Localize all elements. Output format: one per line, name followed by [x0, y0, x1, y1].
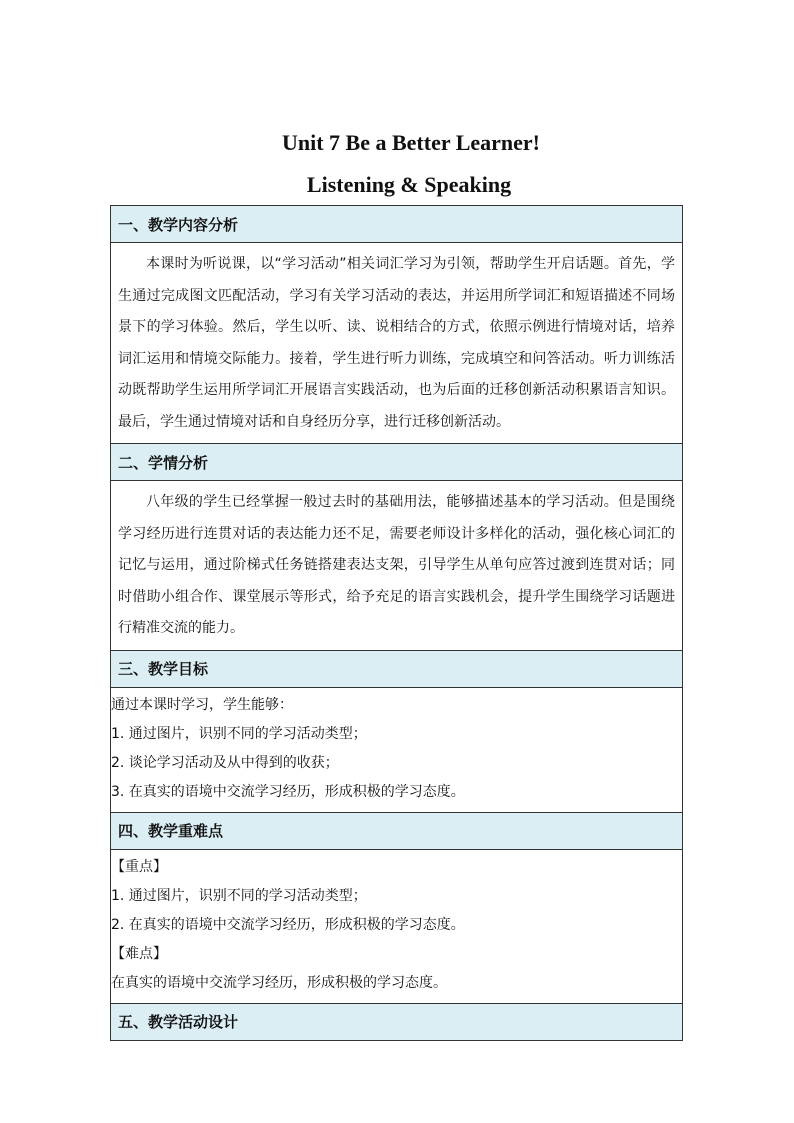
objective-item: 1. 通过图片，识别不同的学习活动类型； — [111, 725, 367, 742]
section-4-header-row — [111, 812, 683, 849]
section-heading-student-analysis: 二、学情分析 — [111, 444, 683, 481]
objective-item: 2. 谈论学习活动及从中得到的收获； — [111, 754, 339, 771]
section-heading-activity-design: 五、教学活动设计 — [111, 1003, 683, 1040]
section-1-body-row — [111, 243, 683, 444]
section-3-header-row — [111, 650, 683, 687]
section-heading-key-points: 四、教学重难点 — [111, 812, 683, 849]
content-analysis-paragraph: 本课时为听说课，以“学习活动”相关词汇学习为引领，帮助学生开启话题。首先，学生通过完成图文匹配活动，学习有关学习活动的表达，并运用所学词汇和短语描述不同场景下的学习体验。然后，学生以听、读、说相结合的方式，依照示例进行情境对话，培养词汇运用和情境交际能力。接着，学生进行听力训练，完成填空和问答活动。听力训练活动既帮助学生运用所学词汇开展语言实践活动，也为后面的迁移创新活动积累语言知识。最后，学生通过情境对话和自身经历分享，进行迁移创新活动。 — [118, 256, 675, 430]
document-subtitle: Listening & Speaking — [306, 172, 512, 197]
section-4-body-row — [111, 849, 683, 1003]
section-2-body-row — [111, 481, 683, 651]
section-heading-objectives: 三、教学目标 — [111, 650, 683, 687]
section-heading-content-analysis: 一、教学内容分析 — [111, 206, 683, 243]
key-points-label: 【重点】 — [111, 858, 167, 875]
difficulties-label: 【难点】 — [111, 945, 167, 962]
key-point-item: 1. 通过图片，识别不同的学习活动类型； — [111, 887, 367, 904]
objective-item: 3. 在真实的语境中交流学习经历，形成积极的学习态度。 — [111, 783, 465, 800]
section-3-body-row — [111, 687, 683, 812]
section-1-header-row — [111, 206, 683, 243]
difficulty-item: 在真实的语境中交流学习经历，形成积极的学习态度。 — [111, 974, 447, 991]
lesson-plan-table — [110, 205, 683, 1041]
key-point-item: 2. 在真实的语境中交流学习经历，形成积极的学习态度。 — [111, 916, 465, 933]
section-5-header-row — [111, 1003, 683, 1040]
objectives-intro: 通过本课时学习，学生能够： — [111, 696, 293, 713]
document-title: Unit 7 Be a Better Learner! — [281, 130, 541, 155]
section-2-header-row — [111, 444, 683, 481]
student-analysis-paragraph: 八年级的学生已经掌握一般过去时的基础用法，能够描述基本的学习活动。但是围绕学习经历进行连贯对话的表达能力还不足，需要老师设计多样化的活动，强化核心词汇的记忆与运用，通过阶梯式任务链搭建表达支架，引导学生从单句应答过渡到连贯对话；同时借助小组合作、课堂展示等形式，给予充足的语言实践机会，提升学生围绕学习话题进行精准交流的能力。 — [118, 494, 675, 636]
